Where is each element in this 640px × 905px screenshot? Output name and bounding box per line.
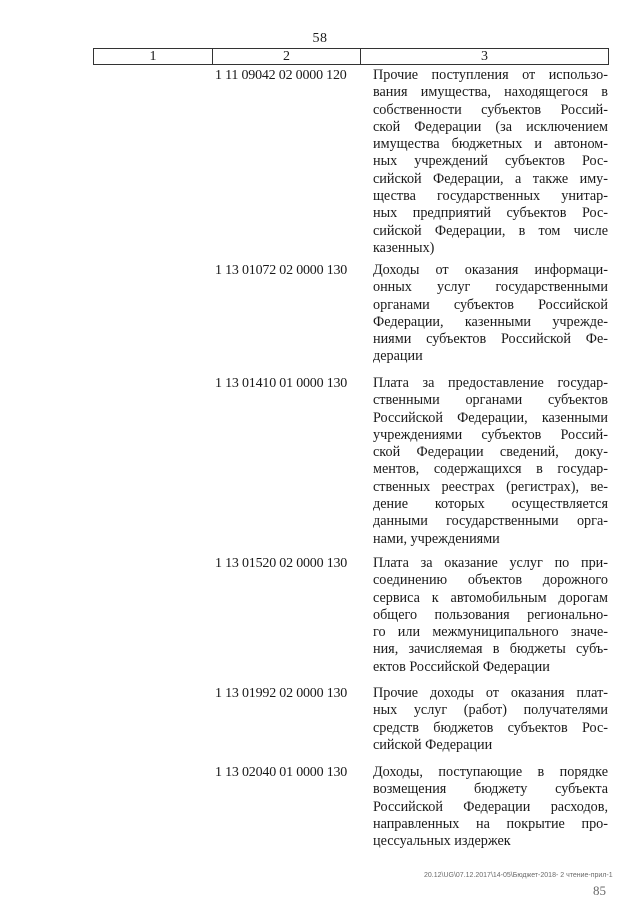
description-line: средств бюджетов субъектов Рос-: [373, 719, 608, 736]
description-line: Прочие поступления от использо-: [373, 67, 608, 83]
description-line: Российской Федерации, казенными: [373, 409, 608, 426]
description-line: казенных): [373, 239, 435, 256]
description-line: Прочие доходы от оказания плат-: [373, 685, 608, 701]
revenue-description: [373, 555, 608, 676]
description-line: щества государственных унитар-: [373, 188, 608, 205]
revenue-code: 1 13 01520 02 0000 130: [215, 556, 348, 571]
description-line: ектов Российской Федерации: [373, 658, 550, 675]
description-line: онных услуг государственными: [373, 279, 608, 296]
description-line: сийской Федерации, а также иму-: [373, 170, 608, 187]
description-line: сийской Федерации, в том числе: [373, 222, 608, 239]
table-header: [93, 48, 609, 65]
revenue-description: [373, 67, 608, 257]
column-header-1: 1: [94, 49, 213, 64]
revenue-code: 1 13 02040 01 0000 130: [215, 765, 348, 780]
description-line: соединению объектов дорожного: [373, 572, 608, 589]
description-line: Российской Федерации расходов,: [373, 798, 608, 815]
page-number: 58: [312, 31, 328, 46]
description-line: ниями субъектов Российской Фе-: [373, 331, 608, 348]
description-line: го или межмуниципального значе-: [373, 624, 608, 641]
description-line: сийской Федерации: [373, 736, 493, 753]
description-line: Плата за предоставление государ-: [373, 375, 608, 391]
footer-file-reference: 20.12\UG\07.12.2017\14-05\Бюджет-2018- 2 чтение-прил-1: [424, 872, 613, 879]
column-header-2: 2: [213, 49, 361, 64]
revenue-code: 1 11 09042 02 0000 120: [215, 68, 347, 83]
revenue-description: [373, 764, 608, 850]
description-line: ментов, содержащихся в государ-: [373, 461, 608, 478]
description-line: ных предприятий субъектов Рос-: [373, 205, 608, 222]
description-line: дение которых осуществляется: [373, 496, 608, 513]
description-line: Федерации, казенными учрежде-: [373, 313, 608, 330]
description-line: направленных на покрытие про-: [373, 815, 608, 832]
description-line: возмещения бюджету субъекта: [373, 781, 608, 798]
description-line: цессуальных издержек: [373, 833, 511, 850]
description-line: ственными органами субъектов: [373, 392, 608, 409]
description-line: сервиса к автомобильным дорогам: [373, 589, 608, 606]
description-line: ных услуг (работ) получателями: [373, 702, 608, 719]
description-line: ской Федерации сведений, доку-: [373, 444, 608, 461]
description-line: органами субъектов Российской: [373, 296, 608, 313]
revenue-code: 1 13 01410 01 0000 130: [215, 376, 348, 391]
description-line: ственных реестрах (регистрах), ве-: [373, 478, 608, 495]
revenue-description: [373, 685, 608, 754]
description-line: ской Федерации (за исключением: [373, 118, 608, 135]
footer-page-number: 85: [593, 883, 606, 898]
revenue-code: 1 13 01992 02 0000 130: [215, 686, 348, 701]
description-line: Плата за оказание услуг по при-: [373, 555, 608, 571]
revenue-description: [373, 375, 608, 548]
description-line: Доходы, поступающие в порядке: [373, 764, 608, 780]
description-line: нами, учреждениями: [373, 530, 500, 547]
description-line: дерации: [373, 348, 423, 365]
revenue-description: [373, 262, 608, 366]
description-line: Доходы от оказания информаци-: [373, 262, 608, 278]
revenue-code: 1 13 01072 02 0000 130: [215, 263, 348, 278]
description-line: ных учреждений субъектов Рос-: [373, 153, 608, 170]
description-line: имущества бюджетных и автоном-: [373, 136, 608, 153]
description-line: ния, зачисляемая в бюджеты субъ-: [373, 641, 608, 658]
description-line: собственности субъектов Россий-: [373, 101, 608, 118]
description-line: учреждениями субъектов Россий-: [373, 426, 608, 443]
description-line: данными государственными орга-: [373, 513, 608, 530]
description-line: вания имущества, находящегося в: [373, 84, 608, 101]
column-header-3: 3: [481, 49, 488, 64]
description-line: общего пользования регионально-: [373, 606, 608, 623]
